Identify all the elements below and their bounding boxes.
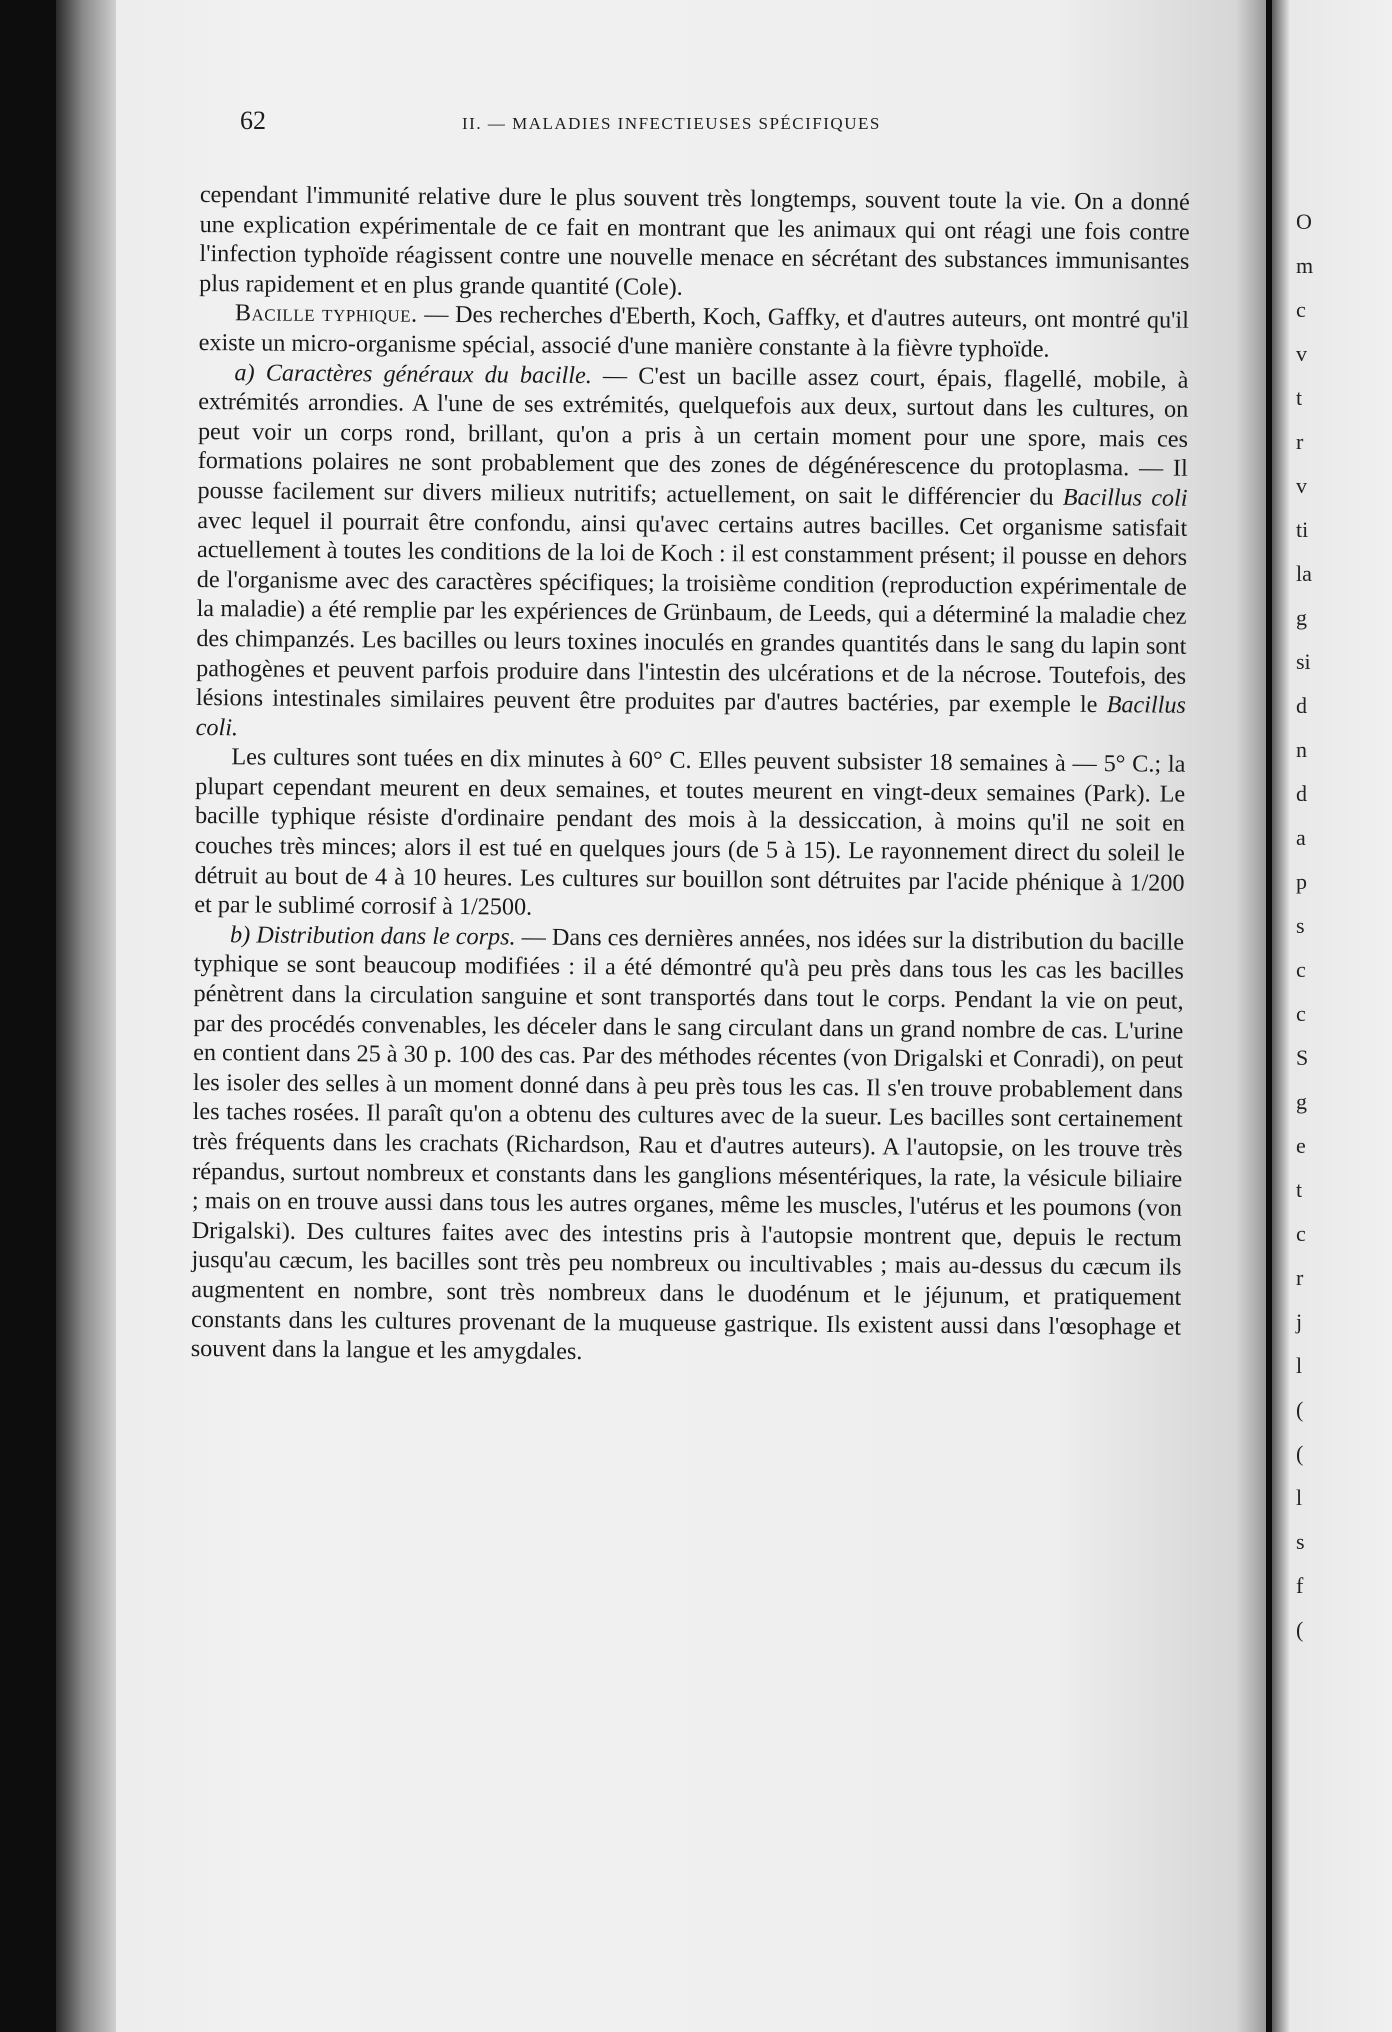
adjacent-page-letter: S xyxy=(1296,1045,1309,1070)
paragraph-immunite xyxy=(199,180,1190,306)
adjacent-page-letter: si xyxy=(1296,649,1311,674)
adjacent-page-letters xyxy=(1296,200,1326,1652)
adjacent-page-letter: ( xyxy=(1296,1441,1304,1466)
adjacent-page-letter: c xyxy=(1296,297,1306,322)
page-header xyxy=(240,106,1000,146)
adjacent-page-letter: r xyxy=(1296,429,1304,454)
species-name: Bacillus coli. xyxy=(195,691,1187,742)
page-number: 62 xyxy=(240,106,266,135)
adjacent-page-letter: c xyxy=(1296,957,1306,982)
adjacent-page-letter: d xyxy=(1296,693,1307,718)
adjacent-page-letter: t xyxy=(1296,1177,1303,1202)
adjacent-page-letter: d xyxy=(1296,781,1307,806)
adjacent-page-letter: m xyxy=(1296,253,1314,278)
paragraph-text: — Dans ces dernières années, nos idées sur la distribution du bacille typhique se sont beaucoup modifiées : il a été démontré qu'à peu près dans tous les cas les bacilles pénètrent dans la circulation sanguine et sont transportés dans tout le corps. Pendant la vie on peut, par des procédés convenables, les déceler dans le sang circulant dans un grand nombre de cas. L'urine en contient dans 25 à 30 p. 100 des cas. Par des méthodes récentes (von Drigalski et Conradi), on peut les isoler des selles à un moment donné dans à peu près tous les cas. Il s'en trouve probablement dans les taches rosées. Il paraît qu'on a obtenu des cultures avec de la sueur. Les bacilles sont certainement très fréquents dans les crachats (Richardson, Rau et d'autres auteurs). A l'autopsie, on les trouve très répandus, surtout nombreux et constants dans les ganglions mésentériques, la rate, la vésicule biliaire ; mais on en trouve aussi dans tous les autres organes, même les muscles, l'utérus et les poumons (von Drigalski). Des cultures faites avec des intestins pris à l'autopsie montrent que, depuis le rectum jusqu'au cæcum, les bacilles sont très peu nombreux ou incultivables ; mais au-dessus du cæcum ils augmentent en nombre, sont très nombreux dans le duodénum et le jéjunum, et pratiquement constants dans les cultures provenant de la muqueuse gastrique. Ils existent aussi dans l'œsophage et souvent dans la langue et les amygdales. xyxy=(190,923,1185,1366)
adjacent-page-letter: g xyxy=(1296,1089,1307,1114)
adjacent-page-letter: r xyxy=(1296,1265,1304,1290)
adjacent-page-letter: t xyxy=(1296,385,1303,410)
page-gutter-shadow xyxy=(56,0,116,2032)
section-heading: Bacille typhique. xyxy=(234,299,418,329)
adjacent-page-letter: l xyxy=(1296,1485,1303,1510)
paragraph-text: cependant l'immunité relative dure le plus souvent très longtemps, souvent toute la vie. On a donné une explication expérimentale de ce fait en montrant que les animaux qui ont réagi une fois contre l'infection typhoïde réagissent contre une nouvelle menace en sécrétant des substances immunisantes plus rapidement et en plus grande quantité (Cole). xyxy=(199,180,1190,301)
subsection-heading: b) Distribution dans le corps. xyxy=(229,921,516,951)
adjacent-page-letter: v xyxy=(1296,473,1307,498)
body-text xyxy=(191,180,1190,1371)
adjacent-page-letter: c xyxy=(1296,1001,1306,1026)
adjacent-page-letter: n xyxy=(1296,737,1307,762)
adjacent-page-letter: la xyxy=(1296,561,1312,586)
adjacent-page-letter: ( xyxy=(1296,1397,1304,1422)
paragraph-cultures xyxy=(194,742,1185,927)
adjacent-page-letter: j xyxy=(1296,1309,1303,1334)
paragraph-caracteres xyxy=(196,358,1189,750)
adjacent-page-letter: s xyxy=(1296,913,1305,938)
adjacent-page-edge xyxy=(1272,0,1392,2032)
subsection-heading: a) Caractères généraux du bacille. xyxy=(234,358,592,389)
paragraph-distribution xyxy=(191,920,1184,1372)
adjacent-page-letter: e xyxy=(1296,1133,1306,1158)
adjacent-page-letter: a xyxy=(1296,825,1306,850)
adjacent-page-letter: v xyxy=(1296,341,1307,366)
adjacent-page-letter: ti xyxy=(1296,517,1309,542)
paragraph-text: — C'est un bacille assez court, épais, flagellé, mobile, à extrémités arrondies. A l'une de ses extrémités, quelquefois aux deux, surtout dans les cultures, on peut voir un corps rond, brillant, qu'on a pris à un certain moment pour une spore, mais ces formations polaires ne sont probablement que des zones de dégénérescence du protoplasma. — Il pousse facilement sur divers milieux nutritifs; actuellement, on sait le différencier du xyxy=(197,361,1189,511)
paragraph-text: avec lequel il pourrait être confondu, ainsi qu'avec certains autres bacilles. Cet organisme satisfait actuellement à toutes les conditions de la loi de Koch : il est constamment présent; il pousse en dehors de l'organisme avec des caractères spécifiques; la troisième condition (reproduction expérimentale de la maladie) a été remplie par les expériences de Grünbaum, de Leeds, qui a déterminé la maladie chez des chimpanzés. Les bacilles ou leurs toxines inoculés en grandes quantités dans le sang du lapin sont pathogènes et peuvent parfois produire dans l'intestin des ulcérations et de la nécrose. Toutefois, des lésions intestinales similaires peuvent être produites par d'autres bactéries, par exemple le xyxy=(195,506,1188,719)
adjacent-page-letter: c xyxy=(1296,1221,1306,1246)
adjacent-page-letter: s xyxy=(1296,1529,1305,1554)
paragraph-bacille-typhique xyxy=(199,298,1189,365)
adjacent-page-letter: p xyxy=(1296,869,1307,894)
running-head: II. — MALADIES INFECTIEUSES SPÉCIFIQUES xyxy=(462,114,881,133)
species-name: Bacillus coli xyxy=(1062,483,1188,512)
adjacent-page-letter: f xyxy=(1296,1573,1304,1598)
paragraph-text: Les cultures sont tuées en dix minutes à 60° C. Elles peuvent subsister 18 semaines à — 5° C.; la plupart cependant meurent en deux semaines, et toutes meurent en vingt-deux semaines (Park). Le bacille typhique résiste d'ordinaire pendant des mois à la dessiccation, à moins qu'il ne soit en couches très minces; alors il est tué en quelques jours (de 5 à 15). Le rayonnement direct du soleil le détruit au bout de 4 à 10 heures. Les cultures sur bouillon sont détruites par l'acide phénique à 1/200 et par le sublimé corrosif à 1/2500. xyxy=(194,743,1186,921)
paragraph-text: — Des recherches d'Eberth, Koch, Gaffky, et d'autres auteurs, ont montré qu'il existe un micro-organisme spécial, associé d'une manière constante à la fièvre typhoïde. xyxy=(198,301,1190,363)
adjacent-page-letter: l xyxy=(1296,1353,1303,1378)
adjacent-page-letter: g xyxy=(1296,605,1307,630)
adjacent-page-letter: ( xyxy=(1296,1617,1304,1642)
adjacent-page-letter: O xyxy=(1296,209,1312,234)
